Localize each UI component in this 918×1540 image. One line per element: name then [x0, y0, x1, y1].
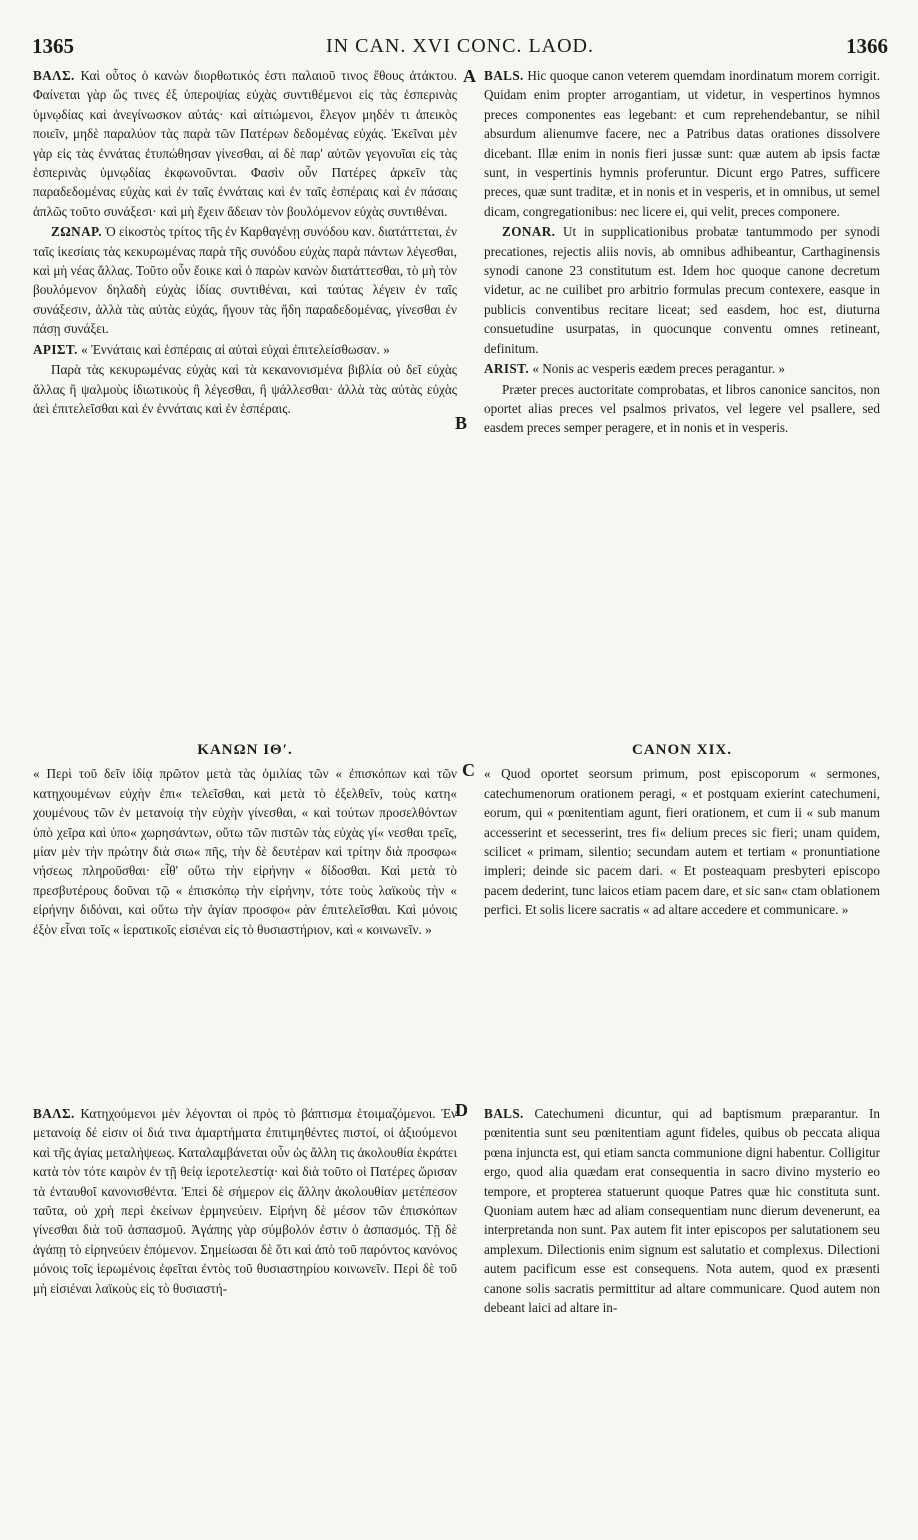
greek-aristenus-text: Παρὰ τὰς κεκυρωμένας εὐχὰς καὶ τὰ κεκανονισμένα βιβλία οὐ δεῖ εὐχὰς ἄλλας ἢ ψαλμοὺς ἰδιωτικοὺς ἢ λέγεσθαι, ἢ ψάλλεσθαι· ἀλλὰ τὰς αὐτὰς εὐχὰς ἀεὶ ἐπιτελεῖσθαι καὶ ἐν ἐννάταις καὶ ἐν ἑσπέραις. — [33, 362, 457, 416]
greek-aristenus-label: ΑΡΙΣΤ. — [33, 341, 78, 357]
greek-canon-section — [33, 735, 457, 940]
greek-canon-text: « Περὶ τοῦ δεῖν ἰδίᾳ πρῶτον μετὰ τὰς ὁμιλίας τῶν « ἐπισκόπων καὶ τῶν κατηχουμένων εὐχὴν ἐπι« τελεῖσθαι, καὶ μετὰ τὸ ἐξελθεῖν, τοὺς κατη« χουμένους τῶν ἐν μετανοίᾳ τὴν εὐχὴν γίνεσθαι, « καὶ τούτων προσελθόντων ὑπὸ χεῖρα καὶ ὑπο« χωρησάντων, οὕτω τῶν πιστῶν τὰς εὐχὰς γί« νεσθαι τρεῖς, μίαν μὲν τὴν πρώτην διὰ σιω« πῆς, τὴν δὲ δευτέραν καὶ τρίτην διὰ προσφω« νήσεως πληροῦσθαι· εἶθ' οὕτω τὴν εἰρήνην « δίδοσθαι. Καὶ μετὰ τὸ πρεσβυτέρους δοῦναι τῷ « ἐπισκόπῳ τὴν εἰρήνην, τότε τοὺς λαϊκοὺς τὴν « εἰρήνην διδόναι, καὶ οὕτω τὴν ἁγίαν προσφο« ρὰν ἐπιτελεῖσθαι. Καὶ μόνοις ἐξὸν εἶναι τοῖς « ἱερατικοῖς εἰσιέναι εἰς τὸ θυσιαστήριον, καὶ « κοινωνεῖν. » — [33, 766, 457, 937]
latin-bottom-balsamon-text: Catechumeni dicuntur, qui ad baptismum præparantur. In pœnitentia sunt seu pœnitentiam agunt fideles, quibus ob peccata aliqua pœna injuncta est, qui etiam sancta communione digni habentur. Colligitur ergo, quod alia quædam erat consequentia in sacro divino mysterio eo tempore, et propterea statuerunt quoque Patres quæ hic constituta sunt. Quoniam autem hæc ad aliam consequentiam nunc dierum devenerunt, ea interpretanda non sunt. Pax autem fit inter episcopos per salutationem seu amplexum. Dilectionis enim signum est salutatio et complexus. Dilectioni autem pacificum esse est consequens. Nota autem, quod ex præsenti canone solis sacratis permittitur ad altare communicare. Quod autem non debeant laici ad altare in- — [484, 1106, 880, 1316]
section-marker-b: B — [455, 413, 468, 433]
latin-zonaras-text: Ut in supplicationibus probatæ tantummodo per synodi precationes, rejectis aliis novis, ab omnibus adhibeantur, Carthaginensis synodi canone 23 constitutum est. Idem hoc quoque canone decretum videtur, ac ne cuilibet pro arbitrio formulas precum contexere, easque in publicis conventibus recitare liceat; sed easdem, hoc est, diuturna consuetudine usurpatas, in quocunque conventu omnes retineant, definitum. — [484, 224, 881, 356]
greek-zonaras-text: Ὁ εἰκοστὸς τρίτος τῆς ἐν Καρθαγένῃ συνόδου καν. διατάττεται, ἐν ταῖς ἱκεσίαις τὰς κεκυρωμένας παρὰ τῆς συνόδου εὐχὰς παρὰ πάντων λέγεσθαι, καὶ μὴ νέας ἄλλας. Τοῦτο οὖν ἔοικε καὶ ὁ παρὼν κανὼν διατάττεσθαι, τὸ μὴ τὸν βουλόμενον δηλαδὴ εὐχὰς ἰδίας συντιθέναι, καὶ ταύτας λέγειν ἐν ταῖς συνάξεσιν, ἀλλὰ τὰς αὐτὰς εὐχάς, ἤγουν τὰς ἤδη παραδεδομένας, γίνεσθαι ἐν πάσῃ συνάξει. — [33, 224, 457, 337]
greek-column-top — [33, 66, 457, 419]
greek-column-bottom — [33, 1104, 457, 1299]
latin-balsamon-label: BALS. — [484, 68, 524, 83]
section-marker-d: D — [455, 1100, 468, 1120]
greek-bottom-balsamon-text: Κατηχούμενοι μὲν λέγονται οἱ πρὸς τὸ βάπτισμα ἑτοιμαζόμενοι. Ἐν μετανοίᾳ δέ εἰσιν οἱ διά τινα ἁμαρτήματα ἐπιτιμηθέντες πιστοί, οἱ ἀξιούμενοι καὶ τῆς ἁγίας μεταλήψεως. Καταλαμβάνεται οὖν ὡς ἄλλη τις ἀκολουθία ἐκράτει κατὰ τὸν τότε καιρὸν ἐν τῇ θείᾳ ἱεροτελεστίᾳ· καὶ διὰ τοῦτο οἱ Πατέρες ὥρισαν τὰ ἐνταυθοῖ κανονισθέντα. Ἐπεὶ δὲ σήμερον εἰς ἄλλην ἀκολουθίαν μετέπεσον ταῦτα, οὐ χρὴ περὶ ἐκείνων ἑρμηνεύειν. Εἰρήνη δὲ μέσον τῶν ἐπισκόπων γίνεσθαι διὰ τοῦ ἀσπασμοῦ. Ἀγάπης γὰρ σύμβολόν ἐστιν ὁ ἀσπασμός. Τῇ δὲ ἀγάπῃ τὸ εἰρηνεύειν ἑπόμενον. Σημείωσαι δὲ ὅτι καὶ ἀπὸ τοῦ παρόντος κανόνος μόνοις τοῖς ἱερωμένοις ἐφεῖται ἐντὸς τοῦ θυσιαστηρίου κοινωνεῖν. Περὶ δὲ τοῦ μὴ εἰσιέναι λαϊκοὺς εἰς τὸ θυσιαστή- — [33, 1106, 458, 1296]
running-title: IN CAN. XVI CONC. LAOD. — [326, 35, 594, 57]
latin-canon-section — [484, 735, 880, 921]
latin-balsamon-paragraph — [484, 66, 880, 221]
latin-aristenus-label: ARIST. — [484, 361, 530, 377]
latin-zonaras-paragraph — [484, 222, 880, 358]
page-number-left: 1365 — [32, 34, 74, 58]
section-marker-a: A — [463, 66, 476, 86]
latin-zonaras-label: ZONAR. — [502, 224, 556, 240]
greek-canon-title: ΚΑΝΩΝ ΙΘʹ. — [197, 742, 293, 758]
latin-column-bottom — [484, 1104, 880, 1318]
greek-zonaras-label: ΖΩΝΑΡ. — [51, 224, 102, 240]
latin-aristenus-paragraph — [484, 359, 880, 378]
greek-aristenus-paragraph — [33, 340, 457, 359]
section-marker-c: C — [462, 760, 475, 780]
latin-canon-text: « Quod oportet seorsum primum, post episcoporum « sermones, catechumenorum orationem peragi, « et postquam exierint catechumeni, eorum, qui « pœnitentiam agunt, fieri orationem, et cum ii « sub manum accesserint et secesserint, tres fi« delium preces sic fieri; unam quidem, scilicet « primam, silentio; secundam autem et tertiam « pronuntiatione impleri; deinde sic pacem dari. « Et posteaquam presbyteri episcopo pacem dederint, tunc laicos etiam pacem dare, et sic san« ctam oblationem perfici. Et solis licere sacratis « ad altare accedere et communicare. » — [484, 766, 880, 918]
greek-balsamon-paragraph — [33, 66, 457, 221]
greek-balsamon-text: Καὶ οὗτος ὁ κανὼν διορθωτικός ἐστι παλαιοῦ τινος ἔθους ἀτάκτου. Φαίνεται γὰρ ὥς τινες ἐξ ὑπεροψίας εὐχὰς συντιθέμενοι εἰς τὰς ἑσπερινὰς ὑμνῳδίας καὶ ἀνεγίνωσκον αὐτάς· καὶ αἰτιώμενοι, ἔλεγον μηδέν τι ἀπεικὸς ποιεῖν, μηδὲ παραλύον τὰς παρὰ τῶν Πατέρων δεδομένας εὐχάς. Ἐκεῖναι μὲν γὰρ εἰς τὰς ἐννάτας ἐτυπώθησαν γίνεσθαι, αἱ δὲ παρ' αὐτῶν γεγονυῖαι εἰς τὰς ἑσπερινὰς ὑμνῳδίας ἐκφωνοῦνται. Φασὶν οὖν Πατέρες ἀρκεῖν τὰς παραδεδομένας εὐχὰς καὶ ἐν ταῖς ἐννάταις καὶ ἐν ταῖς ἑσπέραις καὶ ἐν πάσαις ἁπλῶς τοῦτο συνάξεσι· καὶ μὴ ἔχειν ἄδειαν τὸν βουλόμενον εὐχὰς συντιθέναι. — [33, 68, 457, 219]
latin-aristenus-quote: « Nonis ac vesperis eædem preces peragantur. » — [532, 361, 786, 377]
latin-canon-title: CANON XIX. — [632, 742, 732, 758]
greek-aristenus-quote: « Ἐννάταις καὶ ἑσπέραις αἱ αὐταὶ εὐχαὶ ἐπιτελείσθωσαν. » — [81, 341, 390, 357]
latin-column-top — [484, 66, 880, 439]
latin-bottom-balsamon-label: BALS. — [484, 1106, 524, 1121]
page-header — [32, 34, 888, 64]
greek-bottom-balsamon-label: ΒΑΛΣ. — [33, 1106, 75, 1121]
latin-bottom-balsamon-paragraph — [484, 1104, 880, 1317]
greek-bottom-balsamon-paragraph — [33, 1104, 457, 1298]
latin-balsamon-text: Hic quoque canon veterem quemdam inordinatum morem corrigit. Quidam enim propter arrogantiam, ut videtur, in vespertinos hymnos preces componentes eas legebant: et cum reprehendebantur, se nihil absurdum alienumve facere, nec a Patribus datas orationes dissolvere dicebant. Illæ enim in nonis fieri jussæ sunt: quæ autem ab ipsis factæ sunt, in vespertinis hymnis proferuntur. Dicunt ergo Patres, sufficere preces, quæ sunt traditæ, et in nonis et in vesperis, et in omnibus, ut semel dicam, congregationibus: nec licere ei, qui velit, preces componere. — [484, 68, 880, 219]
greek-zonaras-paragraph — [33, 222, 457, 338]
greek-balsamon-label: ΒΑΛΣ. — [33, 68, 75, 83]
page-number-right: 1366 — [846, 34, 888, 58]
latin-aristenus-text: Præter preces auctoritate comprobatas, et libros canonice sancitos, non oportet alias preces vel psalmos privatos, vel legere vel psallere, sed easdem preces semper peragere, et in nonis et in vesperis. — [484, 381, 880, 436]
